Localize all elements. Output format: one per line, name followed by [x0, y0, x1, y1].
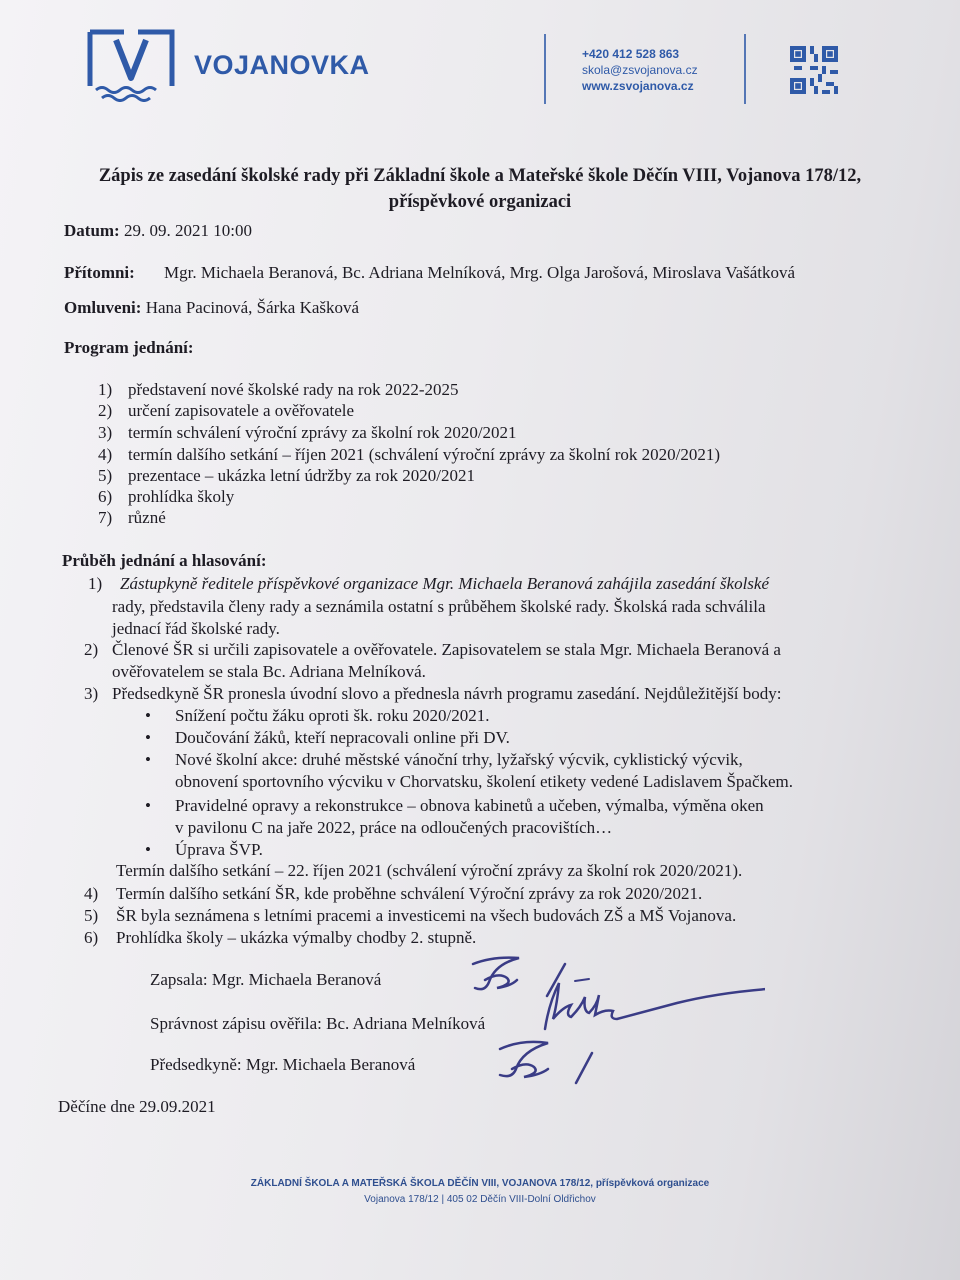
prubeh-1-line-2: rady, představila členy rady a seznámila ostatní s průběhem školské rady. Školská rada schválila: [112, 597, 766, 616]
list-item: 7) různé: [98, 508, 166, 527]
overila: Správnost zápisu ověřila: Bc. Adriana Melníková: [150, 1014, 486, 1033]
header-divider: [544, 34, 546, 104]
prubeh-6-text: Prohlídka školy – ukázka výmalby chodby 2. stupně.: [116, 928, 477, 947]
datum-value: 29. 09. 2021 10:00: [119, 221, 252, 240]
list-item: • Nové školní akce: druhé městské vánoční trhy, lyžařský výcvik, cyklistický výcvik,: [175, 750, 743, 770]
list-item-continued: v pavilonu C na jaře 2022, práce na odloučených pracovištích…: [175, 818, 613, 837]
contact-block: [582, 46, 698, 94]
omluveni-value: Hana Pacinová, Šárka Kašková: [141, 298, 360, 317]
list-item: 2) určení zapisovatele a ověřovatele: [98, 401, 355, 420]
signature-melnikova: [535, 975, 765, 1035]
list-item: • Snížení počtu žáku oproti šk. roku 2020/2021.: [175, 706, 489, 726]
list-item: 6) prohlídka školy: [98, 487, 235, 506]
footer-school-name: ZÁKLADNÍ ŠKOLA A MATEŘSKÁ ŠKOLA DĚČÍN VIII, VOJANOVA 178/12, příspěvková organizace: [250, 1178, 710, 1189]
list-item: 1) představení nové školské rady na rok 2022-2025: [98, 380, 459, 399]
prubeh-2-line-2: ověřovatelem se stala Bc. Adriana Melníková.: [112, 662, 426, 681]
footer-address: Vojanova 178/12 | 405 02 Děčín VIII-Dolní Oldřichov: [364, 1194, 596, 1205]
email: skola@zsvojanova.cz: [582, 63, 698, 77]
datum-label: Datum:: [64, 221, 120, 240]
pritomni-value: Mgr. Michaela Beranová, Bc. Adriana Melníková, Mrg. Olga Jarošová, Miroslava Vašátková: [164, 263, 796, 282]
pritomni-row: [64, 263, 795, 283]
termin-setkani: Termín dalšího setkání – 22. říjen 2021 (schválení výroční zprávy za školní rok 2020/2021).: [116, 861, 743, 880]
prubeh-num-2: 2): [84, 640, 99, 659]
header-divider-2: [744, 34, 746, 104]
prubeh-1-line-1: Zástupkyně ředitele příspěvkové organizace Mgr. Michaela Beranová zahájila zasedání školské: [120, 574, 770, 593]
signature-predsedkyne: [480, 1035, 610, 1090]
list-item: • Úprava ŠVP.: [175, 840, 263, 860]
phone: +420 412 528 863: [582, 47, 680, 61]
list-item: 4) termín dalšího setkání – říjen 2021 (schválení výroční zprávy za školní rok 2020/2021): [98, 445, 721, 464]
prubeh-num-3: 3): [84, 684, 99, 703]
program-heading: Program jednání:: [64, 338, 194, 357]
prubeh-3-text: Předsedkyně ŠR pronesla úvodní slovo a přednesla návrh programu zasedání. Nejdůležitější body:: [112, 684, 782, 703]
prubeh-heading: Průběh jednání a hlasování:: [62, 551, 267, 570]
prubeh-num-6: 6): [84, 928, 99, 947]
list-item: • Pravidelné opravy a rekonstrukce – obnova kabinetů a učeben, výmalba, výměna oken: [175, 796, 764, 816]
website: www.zsvojanova.cz: [582, 79, 694, 93]
place-and-date: Děčíne dne 29.09.2021: [58, 1097, 216, 1116]
predsedkyne: Předsedkyně: Mgr. Michaela Beranová: [150, 1055, 416, 1074]
pritomni-label: Přítomni:: [64, 263, 135, 282]
prubeh-2-line-1: Členové ŠR si určili zapisovatele a ověřovatele. Zapisovatelem se stala Mgr. Michaela Beranová a: [112, 640, 781, 659]
qr-code-icon: [790, 46, 838, 94]
prubeh-4-text: Termín dalšího setkání ŠR, kde proběhne schválení Výroční zprávy za rok 2020/2021.: [116, 884, 703, 903]
prubeh-5-text: ŠR byla seznámena s letními pracemi a investicemi na všech budovách ZŠ a MŠ Vojanova.: [116, 906, 737, 925]
prubeh-1-line-3: jednací řád školské rady.: [112, 619, 280, 638]
zapsala: Zapsala: Mgr. Michaela Beranová: [150, 970, 382, 989]
letterhead: [0, 0, 960, 130]
prubeh-num-4: 4): [84, 884, 99, 903]
list-item: 3) termín schválení výroční zprávy za školní rok 2020/2021: [98, 423, 517, 442]
list-item-continued: obnovení sportovního výcviku v Chorvatsku, školení etikety vedené Ladislavem Špačkem.: [175, 772, 794, 791]
prubeh-num-1: 1): [88, 574, 103, 593]
prubeh-num-5: 5): [84, 906, 99, 925]
omluveni-label: Omluveni:: [64, 298, 142, 317]
list-item: 5) prezentace – ukázka letní údržby za rok 2020/2021: [98, 466, 475, 485]
list-item: • Doučování žáků, kteří nepracovali online při DV.: [175, 728, 510, 748]
datum-row: [64, 221, 252, 241]
omluveni-row: [64, 298, 359, 318]
document-title: Zápis ze zasedání školské rady při Základní škole a Mateřské škole Děčín VIII, Vojanova 178/12, příspěvkové organizaci: [98, 166, 862, 212]
vojanovka-logo-icon: [86, 28, 176, 102]
brand-name: VOJANOVKA: [194, 50, 370, 80]
